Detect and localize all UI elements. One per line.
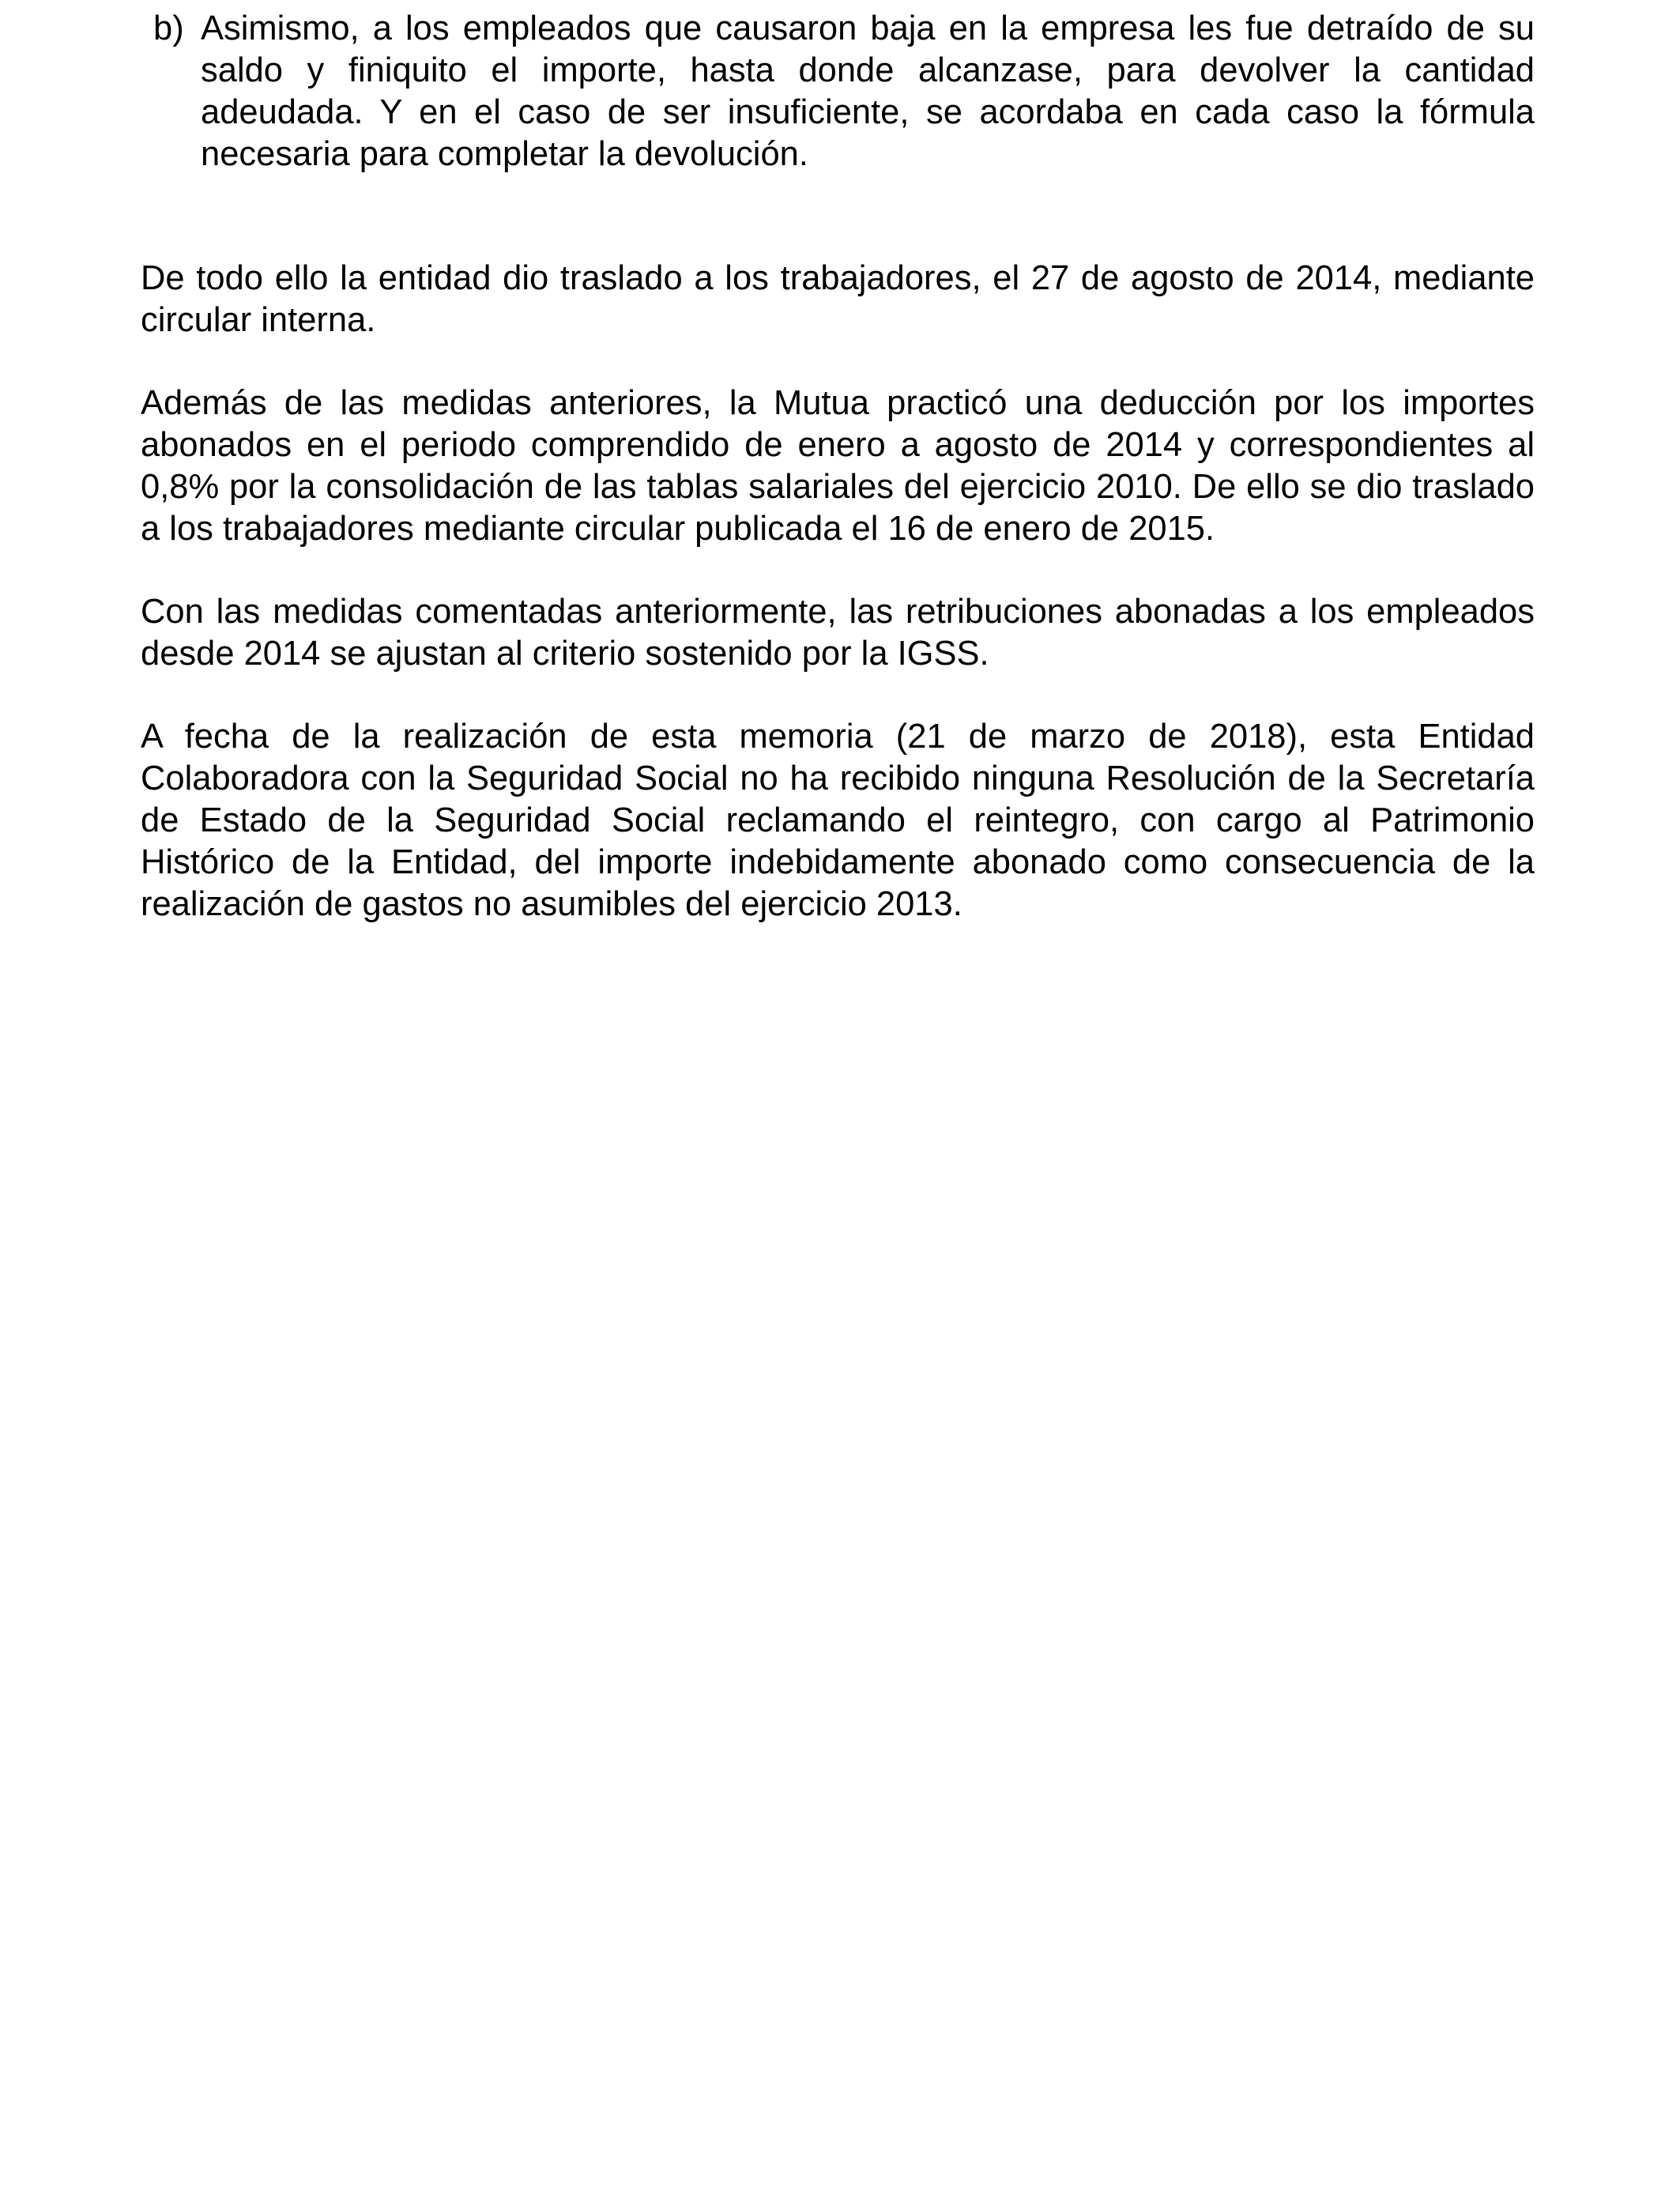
paragraph-memoria: A fecha de la realización de esta memoria (21 de marzo de 2018), esta Entidad Colaboradora con la Seguridad Social no ha recibido ninguna Resolución de la Secretaría de Estado de la Seguridad Social reclamando el reintegro, con cargo al Patrimonio Histórico de la Entidad, del importe indebidamente abonado como consecuencia de la realización de gastos no asumibles del ejercicio 2013. [141, 718, 1535, 923]
list-item-b [141, 8, 1535, 175]
list-marker: b) [153, 9, 184, 47]
paragraph-medidas: Con las medidas comentadas anteriormente, las retribuciones abonadas a los empleados desde 2014 se ajustan al criterio sostenido por la IGSS. [141, 593, 1535, 673]
spacer [141, 550, 1535, 591]
spacer [141, 175, 1535, 258]
list-item-text: Asimismo, a los empleados que causaron baja en la empresa les fue detraído de su saldo y finiquito el importe, hasta donde alcanzase, para devolver la cantidad adeudada. Y en el caso de ser insuficiente, se acordaba en cada caso la fórmula necesaria para completar la devolución. [201, 9, 1535, 173]
spacer [141, 675, 1535, 716]
paragraph-traslado: De todo ello la entidad dio traslado a los trabajadores, el 27 de agosto de 2014, mediante circular interna. [141, 259, 1535, 339]
document-body [141, 8, 1535, 925]
spacer [141, 341, 1535, 383]
paragraph-deduccion: Además de las medidas anteriores, la Mutua practicó una deducción por los importes abonados en el periodo comprendido de enero a agosto de 2014 y correspondientes al 0,8% por la consolidación de las tablas salariales del ejercicio 2010. De ello se dio traslado a los trabajadores mediante circular publicada el 16 de enero de 2015. [141, 384, 1535, 548]
